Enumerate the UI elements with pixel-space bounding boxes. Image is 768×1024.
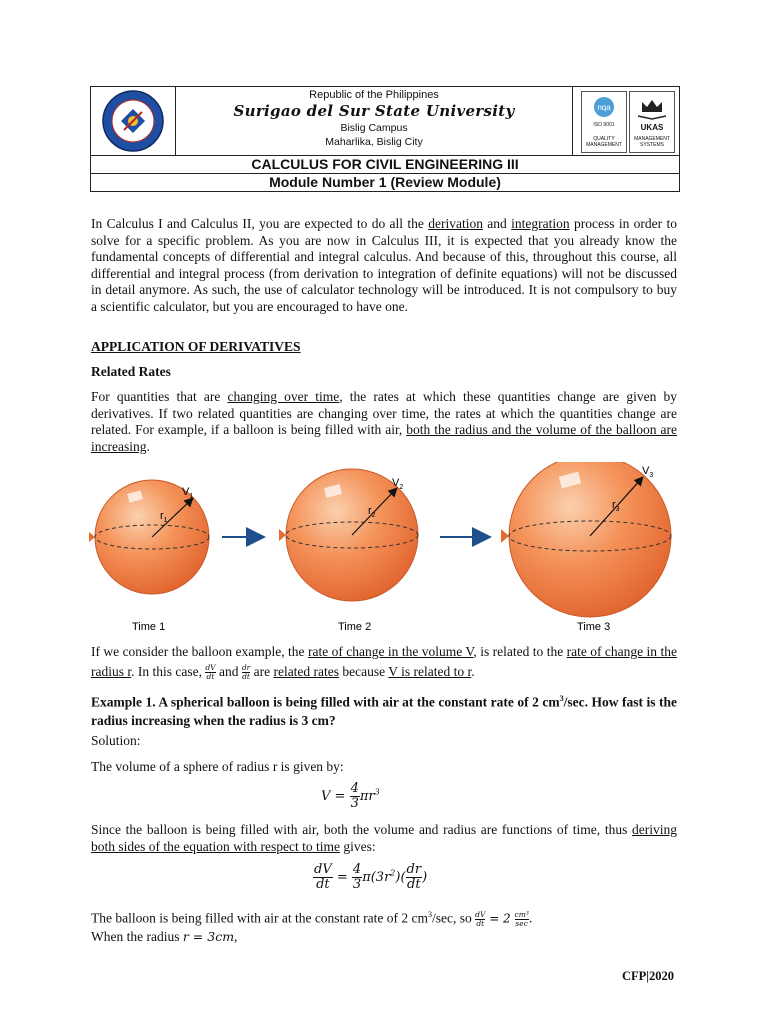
intro-text-1: In Calculus I and Calculus II, you are expected to do all the: [91, 216, 429, 231]
header-title-block: [175, 87, 573, 148]
nqa-quality-label: QUALITY MANAGEMENT: [586, 136, 622, 148]
filled-equals: = 2: [485, 911, 515, 926]
ukas-systems-label: MANAGEMENT SYSTEMS: [634, 136, 670, 148]
derivation-term: derivation: [428, 216, 483, 231]
example-text-2: /sec. How fast is the radius increasing when the radius is 3 cm?: [91, 694, 678, 728]
rate-of-change-radius-term: rate of change in the radius r: [91, 644, 677, 679]
r2-label: $r_2$: [368, 505, 376, 519]
related-text-1: For quantities that are: [91, 389, 228, 404]
eq1-rhs: πr: [359, 789, 375, 804]
consider-end: .: [471, 664, 475, 679]
time-2-label: Time 2: [338, 621, 372, 633]
solution-label: Solution:: [91, 733, 141, 748]
derivative-equation: [313, 863, 427, 892]
balloon-time-2: [279, 469, 418, 601]
nqa-logo-text: nqa: [597, 103, 611, 112]
ukas-label: UKAS: [640, 123, 664, 132]
r1-label: $r_1$: [160, 510, 168, 524]
since-paragraph: [91, 822, 677, 855]
subsection-title: Related Rates: [91, 364, 171, 379]
related-text-2: , the rates at which these quantities change are given by derivatives. If two related quantities are changing over time, the rates at which the quantities change are related. For example, if a balloon is being filled with air,: [91, 389, 678, 437]
university-seal-icon: [91, 87, 175, 155]
university-seal-cell: [91, 87, 176, 155]
v1-label: $V_1$: [182, 486, 194, 500]
radius-value: r = 3cm: [182, 929, 235, 944]
consider-paragraph: [91, 642, 677, 682]
certification-cell: [572, 87, 679, 155]
ukas-certification-badge: [629, 91, 675, 153]
volume-equation: [321, 782, 380, 811]
when-radius-sentence: [91, 929, 677, 946]
eq1-lhs: V =: [321, 789, 346, 804]
crown-icon: [630, 92, 674, 122]
since-text-1: Since the balloon is being filled with air, both the volume and radius are functions of time, thus: [91, 822, 632, 837]
module-title: Module Number 1 (Review Module): [269, 174, 501, 190]
example-superscript: 3: [559, 694, 564, 703]
filled-text-1: The balloon is being filled with air at the constant rate of 2 cm: [91, 910, 429, 926]
filled-text-2: /sec, so: [432, 910, 476, 926]
university-name: Surigao del Sur State University: [233, 102, 515, 120]
nqa-certification-badge: [581, 91, 627, 153]
rate-of-change-volume-term: rate of change in the volume V: [307, 644, 474, 659]
both-increasing-term: both the radius and the volume of the balloon are increasing: [91, 422, 677, 454]
republic-line: Republic of the Philippines: [309, 89, 439, 101]
eq2-dv-dt: $\frac{dV}{dt}$: [314, 862, 332, 892]
nqa-iso-label: ISO 9001: [593, 122, 615, 128]
v2-label: $V_2$: [392, 477, 404, 491]
campus-name: Bislig Campus: [340, 122, 408, 134]
related-rates-paragraph: [91, 389, 677, 455]
campus-address: Maharlika, Bislig City: [325, 136, 423, 148]
balloon-time-1: [89, 480, 209, 594]
document-header: [90, 86, 680, 192]
eq1-fraction: $\frac{4}{3}$: [350, 781, 359, 811]
time-3-label: Time 3: [577, 621, 611, 633]
header-top-row: [91, 87, 679, 156]
balloon-time-3: [501, 462, 671, 617]
intro-and: and: [482, 216, 512, 231]
example-1: [91, 690, 677, 730]
filled-end: .: [528, 910, 533, 926]
filled-superscript: 3: [428, 910, 433, 919]
volume-sentence: The volume of a sphere of radius r is given by:: [91, 759, 344, 774]
deriving-both-sides-term: deriving both sides of the equation with respect to time: [91, 822, 677, 854]
intro-paragraph: [91, 216, 677, 315]
consider-text-4: are: [250, 664, 274, 679]
related-rates-term: related rates: [273, 664, 340, 679]
eq2-exponent: 2: [390, 868, 396, 878]
related-end: .: [146, 438, 150, 454]
nqa-logo-icon: [582, 92, 626, 122]
eq2-dr-dt: $\frac{dr}{dt}$: [406, 862, 422, 892]
eq2-middle-2: )(: [395, 870, 406, 885]
dr-dt-fraction: $\frac{dr}{dt}$: [241, 663, 251, 682]
eq2-close: ): [422, 870, 428, 885]
v-related-to-r-term: V is related to r: [388, 664, 472, 679]
consider-text-1: If we consider the balloon example, the: [91, 644, 308, 659]
intro-text-2: process in order to solve for a specific problem. As you are now in Calculus III, it is expected that you already know the fundamental concepts of differential and integral calculus. And because of this, throughout this course, all differential and integral process (from derivation to integration of definite equations) will not be discussed in detail anymore. As such, the use of calculator technology will be introduced. It is not compulsory to buy a scientific calculator, but you are encouraged to have one.: [91, 216, 677, 314]
consider-and: and: [215, 664, 242, 679]
eq2-middle: π(3r: [362, 870, 391, 885]
example-text-1: Example 1. A spherical balloon is being filled with air at the constant rate of 2 cm: [91, 694, 560, 710]
eq2-equals: =: [336, 870, 348, 885]
changing-over-time-term: changing over time: [227, 389, 340, 404]
section-title: APPLICATION OF DERIVATIVES: [91, 339, 301, 354]
filled-dv-dt: $\frac{dV}{dt}$: [475, 909, 486, 928]
time-1-label: Time 1: [132, 621, 166, 633]
consider-text-5: because: [339, 664, 389, 679]
eq2-fraction: $\frac{4}{3}$: [352, 862, 362, 892]
consider-text-3: . In this case,: [131, 664, 206, 679]
consider-text-2: , is related to the: [473, 644, 567, 659]
filled-unit-fraction: cm³ sec: [514, 909, 529, 928]
when-end: ,: [234, 929, 238, 944]
v3-label: $V_3$: [642, 465, 654, 479]
when-text: When the radius: [91, 929, 183, 944]
constant-rate-sentence: [91, 907, 677, 928]
page-footer: CFP|2020: [622, 969, 675, 983]
since-text-2: gives:: [339, 838, 376, 854]
course-title: CALCULUS FOR CIVIL ENGINEERING III: [91, 156, 679, 174]
r3-label: $r_3$: [612, 499, 620, 513]
dv-dt-fraction: $\frac{dV}{dt}$: [205, 663, 216, 682]
eq1-exponent: 3: [374, 787, 380, 797]
integration-term: integration: [511, 216, 570, 231]
balloon-figure: [80, 462, 680, 637]
